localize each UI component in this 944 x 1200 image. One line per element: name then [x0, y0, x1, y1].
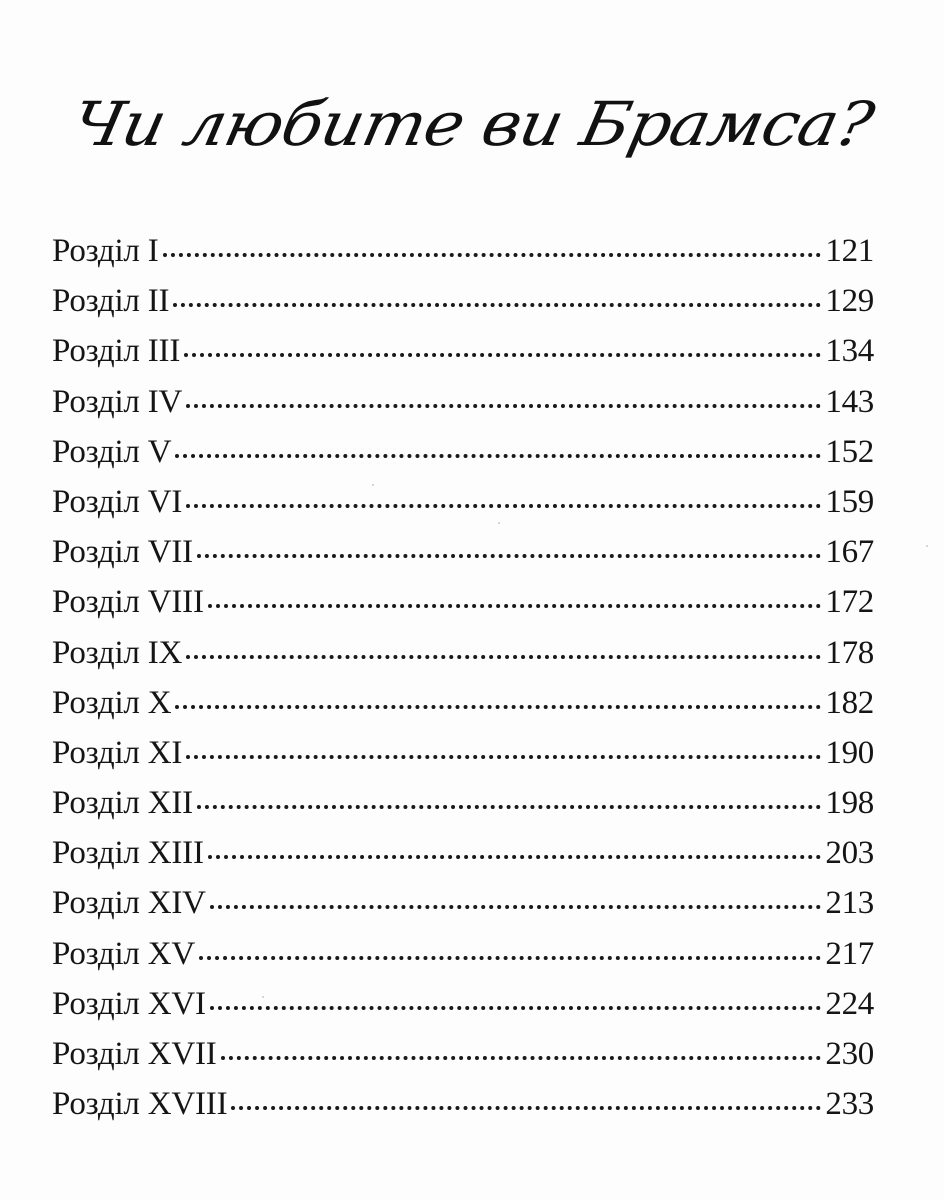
toc-dot-leader: [208, 855, 822, 859]
toc-chapter-label: Розділ II: [52, 283, 170, 320]
toc-chapter-label: Розділ XIV: [52, 885, 206, 922]
page-title: Чи любите ви Брамса?: [65, 89, 879, 160]
toc-dot-leader: [231, 1106, 821, 1110]
toc-chapter-label: Розділ VI: [52, 483, 183, 520]
toc-row[interactable]: [52, 1029, 874, 1079]
toc-page-number: 230: [825, 1036, 874, 1072]
toc-row[interactable]: [52, 326, 874, 376]
paper-speck: [498, 522, 500, 524]
toc-dot-leader: [173, 303, 821, 307]
toc-chapter-label: Розділ IV: [52, 383, 183, 420]
toc-dot-leader: [210, 1006, 822, 1010]
toc-chapter-label: Розділ IX: [52, 634, 183, 671]
toc-dot-leader: [199, 956, 821, 960]
toc-page-number: 167: [825, 534, 874, 571]
toc-chapter-label: Розділ XIII: [52, 835, 204, 872]
toc-row[interactable]: [52, 1079, 874, 1129]
toc-row[interactable]: [52, 628, 874, 678]
toc-chapter-label: Розділ I: [52, 233, 159, 269]
toc-dot-leader: [184, 353, 821, 357]
toc-dot-leader: [197, 554, 821, 558]
toc-page-number: 178: [825, 634, 874, 671]
table-of-contents: [52, 226, 874, 1129]
toc-row[interactable]: [52, 979, 874, 1029]
toc-page-number: 213: [825, 885, 874, 922]
toc-dot-leader: [163, 253, 822, 257]
toc-chapter-label: Розділ XVIII: [52, 1086, 228, 1123]
toc-row[interactable]: [52, 878, 874, 928]
toc-page-number: 224: [825, 985, 874, 1022]
toc-chapter-label: Розділ III: [52, 333, 181, 370]
toc-page-number: 152: [825, 433, 874, 470]
toc-row[interactable]: [52, 778, 874, 828]
toc-row[interactable]: [52, 427, 874, 477]
title-block: [0, 70, 944, 180]
toc-dot-leader: [186, 404, 821, 408]
toc-page-number: 203: [825, 835, 874, 872]
toc-dot-leader: [208, 604, 822, 608]
toc-page-number: 233: [825, 1086, 874, 1123]
toc-row[interactable]: [52, 828, 874, 878]
toc-dot-leader: [197, 805, 821, 809]
toc-page-number: 121: [825, 233, 874, 269]
toc-dot-leader: [186, 755, 821, 759]
toc-chapter-label: Розділ XII: [52, 785, 193, 822]
toc-row[interactable]: [52, 678, 874, 728]
toc-page-number: 217: [825, 935, 874, 972]
toc-page-number: 182: [825, 684, 874, 721]
toc-dot-leader: [221, 1056, 822, 1060]
toc-row[interactable]: [52, 276, 874, 326]
toc-page-number: 129: [825, 283, 874, 320]
toc-row[interactable]: [52, 527, 874, 577]
toc-page-number: 159: [825, 483, 874, 520]
toc-row[interactable]: [52, 577, 874, 627]
toc-page-number: 134: [825, 333, 874, 370]
paper-speck: [372, 484, 374, 486]
toc-dot-leader: [186, 504, 821, 508]
toc-chapter-label: Розділ V: [52, 433, 172, 470]
paper-speck: [262, 996, 264, 998]
toc-page-number: 190: [825, 734, 874, 771]
toc-chapter-label: Розділ XV: [52, 935, 196, 972]
toc-row[interactable]: [52, 728, 874, 778]
toc-row[interactable]: [52, 477, 874, 527]
toc-chapter-label: Розділ VII: [52, 534, 193, 571]
toc-page-number: 172: [825, 584, 874, 621]
toc-chapter-label: Розділ X: [52, 684, 172, 721]
toc-chapter-label: Розділ XI: [52, 734, 183, 771]
toc-chapter-label: Розділ XVII: [52, 1036, 217, 1072]
paper-speck: [926, 545, 928, 547]
toc-row[interactable]: [52, 226, 874, 276]
toc-chapter-label: Розділ XVI: [52, 985, 206, 1022]
toc-row[interactable]: [52, 377, 874, 427]
toc-dot-leader: [175, 454, 821, 458]
toc-row[interactable]: [52, 929, 874, 979]
toc-dot-leader: [186, 655, 821, 659]
toc-chapter-label: Розділ VIII: [52, 584, 204, 621]
toc-page-number: 143: [825, 383, 874, 420]
toc-dot-leader: [175, 705, 821, 709]
toc-dot-leader: [210, 905, 822, 909]
toc-page-number: 198: [825, 785, 874, 822]
